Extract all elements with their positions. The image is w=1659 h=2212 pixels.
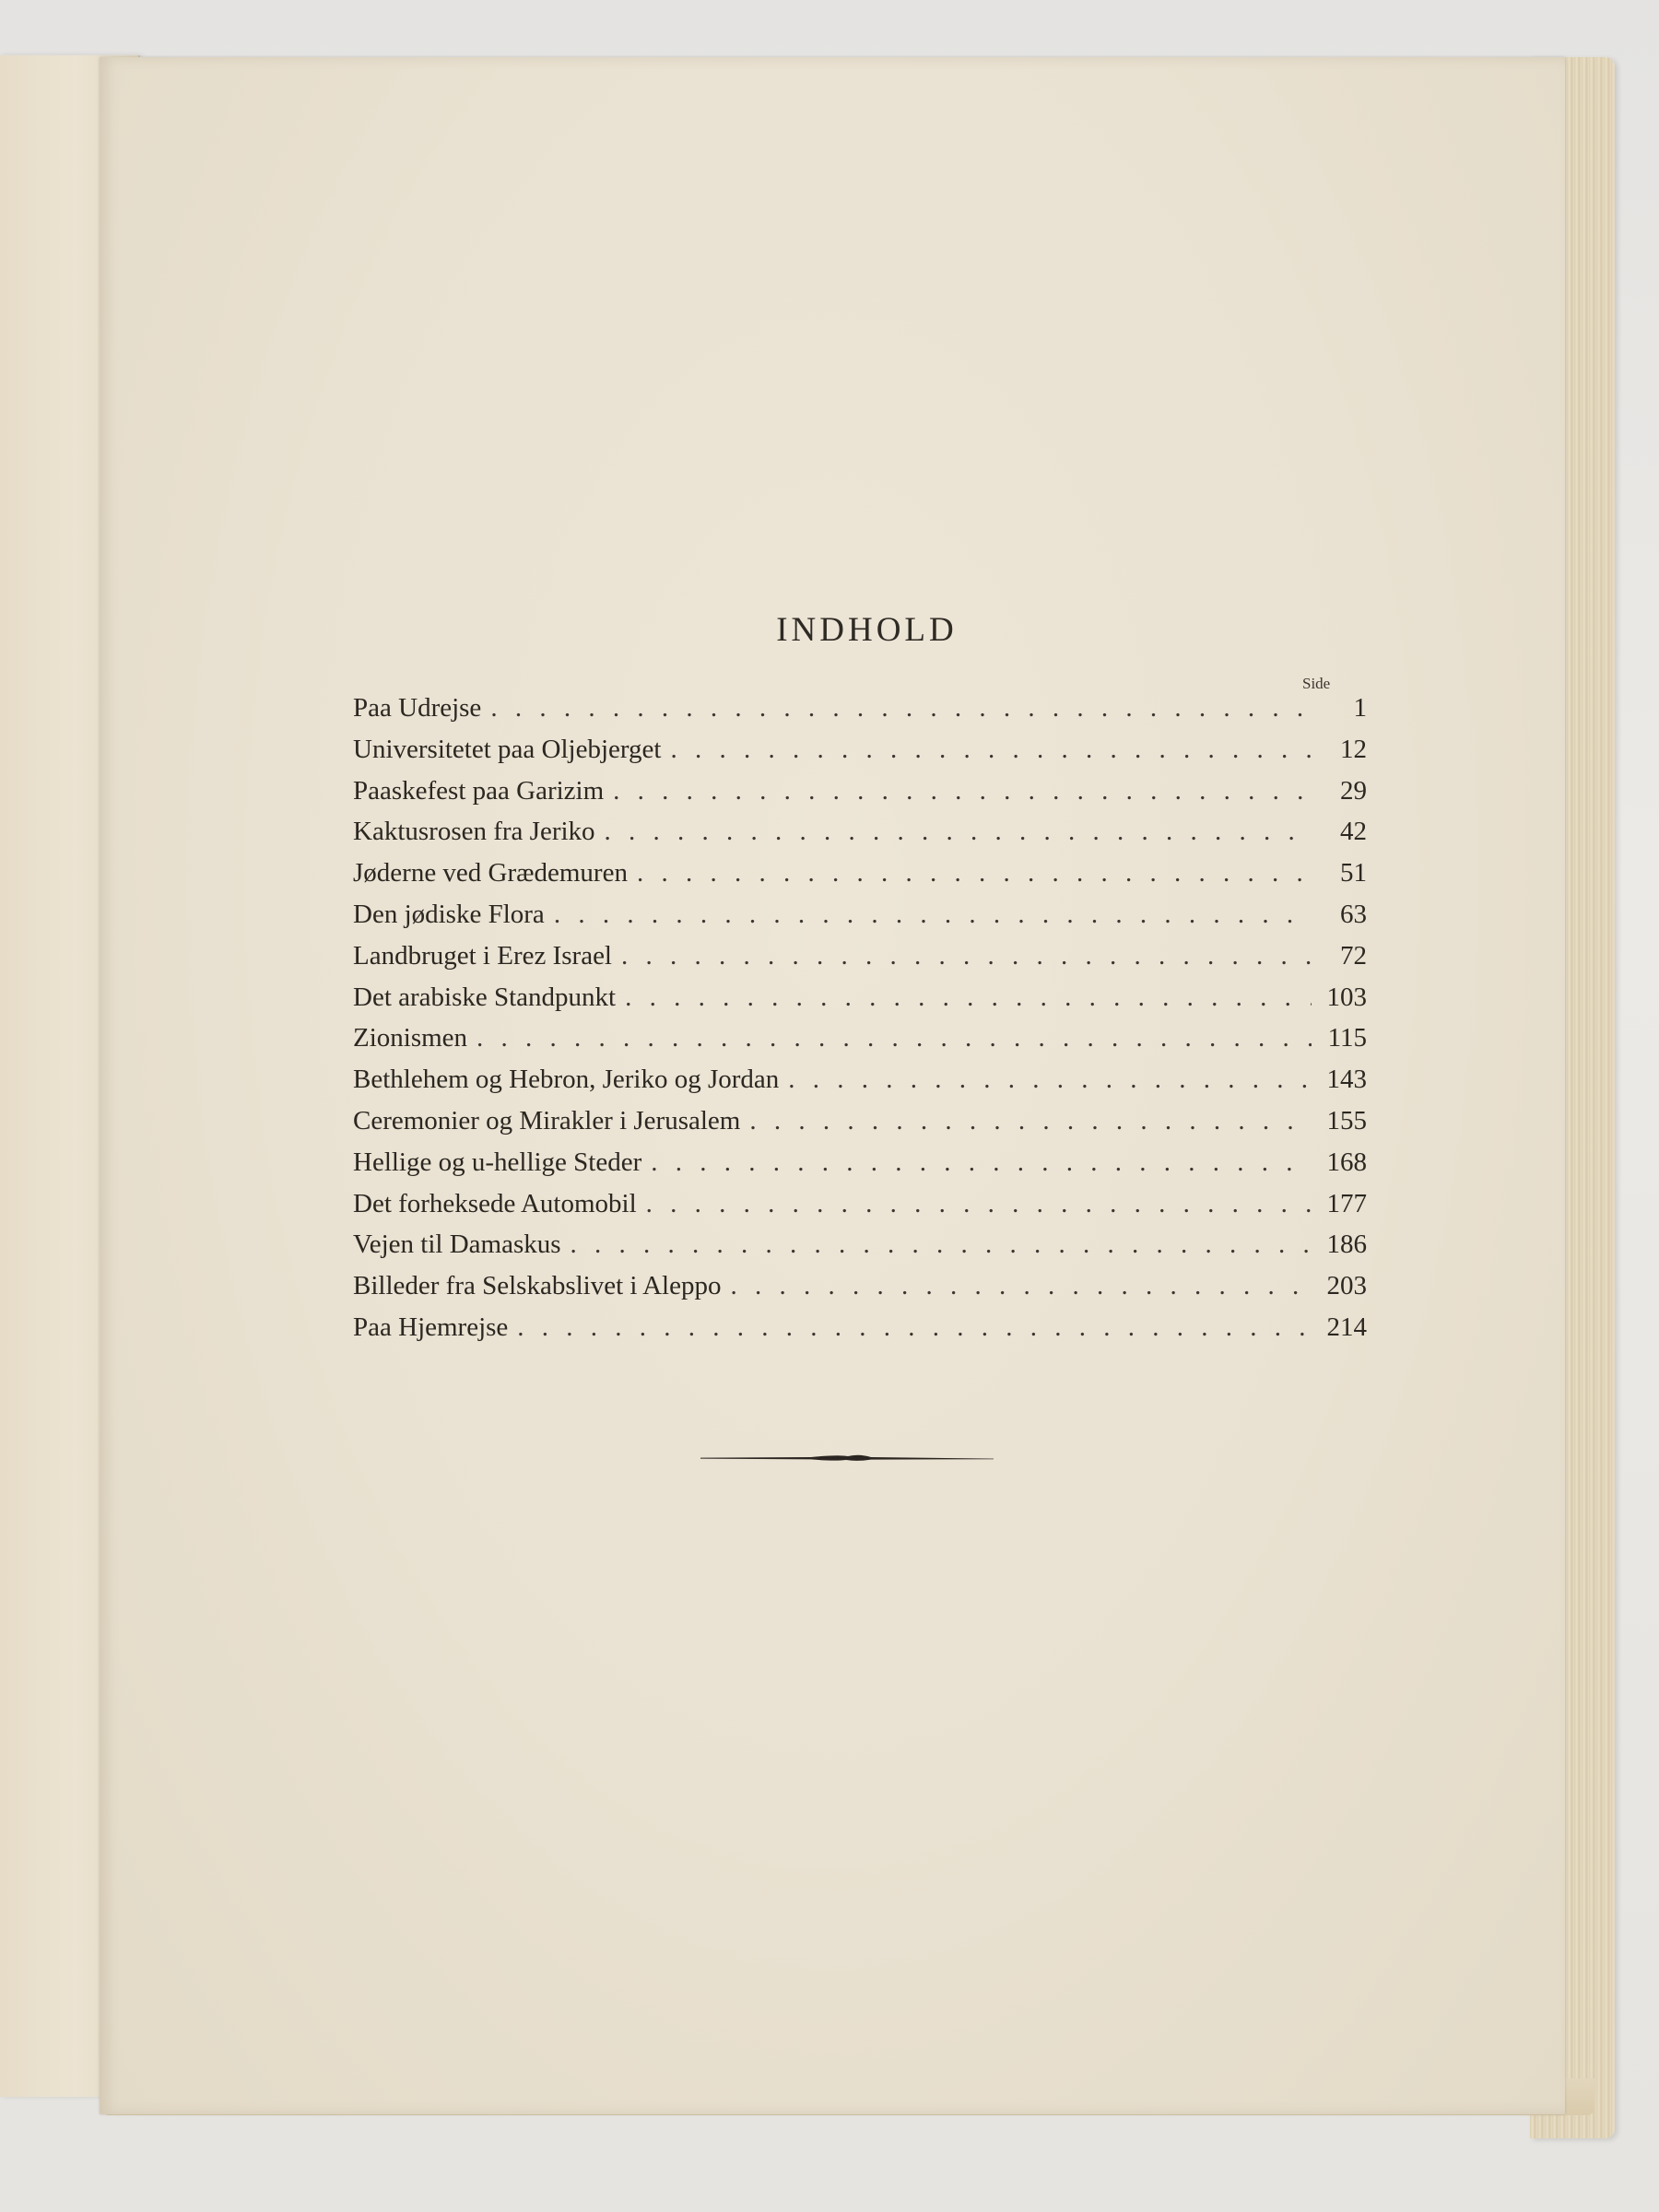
toc-entry-title: Det arabiske Standpunkt — [353, 982, 617, 1012]
toc-entry — [353, 735, 1367, 776]
toc-entry-page: 168 — [1326, 1147, 1367, 1177]
toc-entry-page: 177 — [1326, 1188, 1367, 1218]
toc-entry — [353, 900, 1367, 941]
toc-entry — [353, 1065, 1367, 1106]
toc-entry-page: 1 — [1353, 693, 1367, 723]
toc-entry — [353, 693, 1367, 735]
toc-entry-title: Landbruget i Erez Israel — [353, 940, 612, 971]
toc-entry-title: Ceremonier og Mirakler i Jerusalem — [353, 1105, 741, 1135]
page-column-label: Side — [1302, 675, 1331, 692]
dot-leader — [517, 1312, 1312, 1343]
toc-entry-title: Vejen til Damaskus — [353, 1230, 561, 1260]
toc-entry-title: Paa Udrejse — [353, 693, 482, 723]
toc-entry-page: 186 — [1326, 1230, 1367, 1260]
toc-entry — [353, 1106, 1367, 1147]
dot-leader — [625, 982, 1312, 1013]
toc-entry-page: 143 — [1326, 1065, 1367, 1095]
toc-entry-page: 63 — [1340, 899, 1367, 929]
table-of-contents — [353, 693, 1367, 1354]
page-title: INDHOLD — [776, 611, 958, 649]
toc-entry-page: 42 — [1340, 817, 1367, 847]
dot-leader — [788, 1065, 1312, 1095]
toc-entry-page: 12 — [1340, 734, 1367, 764]
toc-entry-title: Universitetet paa Oljebjerget — [353, 734, 662, 764]
dot-leader — [651, 1147, 1312, 1178]
toc-entry — [353, 1312, 1367, 1354]
dot-leader — [730, 1271, 1312, 1301]
dot-leader — [605, 817, 1312, 847]
toc-entry — [353, 941, 1367, 982]
toc-entry-title: Zionismen — [353, 1023, 468, 1053]
toc-entry — [353, 1189, 1367, 1230]
toc-entry-page: 51 — [1340, 858, 1367, 888]
dot-leader — [646, 1189, 1312, 1219]
toc-entry-page: 214 — [1326, 1312, 1367, 1342]
dot-leader — [554, 900, 1312, 930]
toc-entry — [353, 1023, 1367, 1065]
book-page — [100, 57, 1565, 2114]
toc-entry-page: 72 — [1340, 940, 1367, 971]
toc-entry — [353, 858, 1367, 900]
toc-entry-title: Det forheksede Automobil — [353, 1188, 637, 1218]
dot-leader — [670, 735, 1312, 765]
toc-entry-title: Jøderne ved Grædemuren — [353, 858, 628, 888]
toc-entry-title: Paa Hjemrejse — [353, 1312, 509, 1342]
toc-entry-page: 103 — [1326, 982, 1367, 1012]
toc-entry-title: Paaskefest paa Garizim — [353, 775, 605, 806]
dot-leader — [613, 776, 1312, 806]
toc-entry — [353, 817, 1367, 858]
toc-entry-title: Billeder fra Selskabslivet i Aleppo — [353, 1271, 722, 1301]
dot-leader — [621, 941, 1312, 971]
toc-entry-page: 203 — [1326, 1271, 1367, 1301]
ornamental-rule — [700, 1453, 994, 1464]
toc-entry — [353, 1147, 1367, 1189]
toc-entry-title: Kaktusrosen fra Jeriko — [353, 817, 595, 847]
toc-entry-page: 155 — [1326, 1105, 1367, 1135]
dot-leader — [571, 1230, 1312, 1260]
dot-leader — [490, 693, 1312, 724]
toc-entry — [353, 1271, 1367, 1312]
toc-entry-title: Hellige og u-hellige Steder — [353, 1147, 642, 1177]
dot-leader — [477, 1023, 1312, 1053]
dot-leader — [749, 1106, 1312, 1136]
toc-entry — [353, 982, 1367, 1024]
toc-entry-title: Bethlehem og Hebron, Jeriko og Jordan — [353, 1065, 780, 1095]
dot-leader — [637, 858, 1312, 888]
toc-entry — [353, 1230, 1367, 1271]
toc-entry — [353, 776, 1367, 818]
toc-entry-title: Den jødiske Flora — [353, 899, 545, 929]
toc-entry-page: 29 — [1340, 775, 1367, 806]
toc-entry-page: 115 — [1327, 1023, 1367, 1053]
